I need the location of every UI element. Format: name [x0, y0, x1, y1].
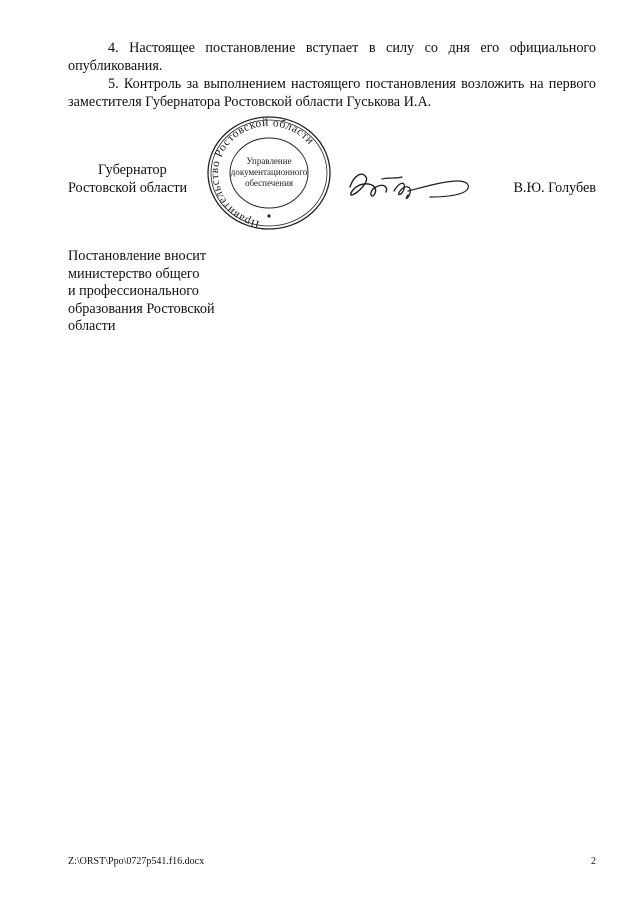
submitted-by-line-1: Постановление вносит — [68, 248, 207, 264]
submitted-by-line-3: и профессионального — [68, 283, 199, 300]
seal-center-line-2: документационного — [230, 167, 308, 177]
seal-star-mark — [267, 214, 270, 217]
signatory-title-line-2: Ростовской области — [68, 180, 188, 196]
submitted-by-note — [68, 248, 238, 336]
paragraph-5: 5. Контроль за выполнением настоящего постановления возложить на первого заместителя Губернатора Ростовской области Гуськова И.А. — [68, 76, 596, 110]
page-number: 2 — [591, 856, 596, 867]
handwritten-signature — [344, 165, 474, 205]
submitted-by-line-5: области — [68, 318, 116, 335]
seal-ring-text: Правительство Ростовской области — [208, 116, 317, 231]
seal-center-line-3: обеспечения — [244, 178, 294, 188]
submitted-by-line-4: образования Ростовской — [68, 300, 215, 317]
footer-file-path: Z:\ORST\Ppo\0727p541.f16.docx — [68, 856, 205, 867]
signatory-title-line-1: Губернатор — [98, 162, 167, 178]
seal-center-line-1: Управление — [246, 156, 292, 166]
signatory-title — [68, 161, 208, 197]
submitted-by-line-2: министерство общего — [68, 265, 200, 282]
signer-name: В.Ю. Голубев — [513, 180, 596, 196]
paragraph-4: 4. Настоящее постановление вступает в силу со дня его официального опубликования. — [68, 40, 596, 74]
official-seal-stamp — [205, 115, 333, 231]
